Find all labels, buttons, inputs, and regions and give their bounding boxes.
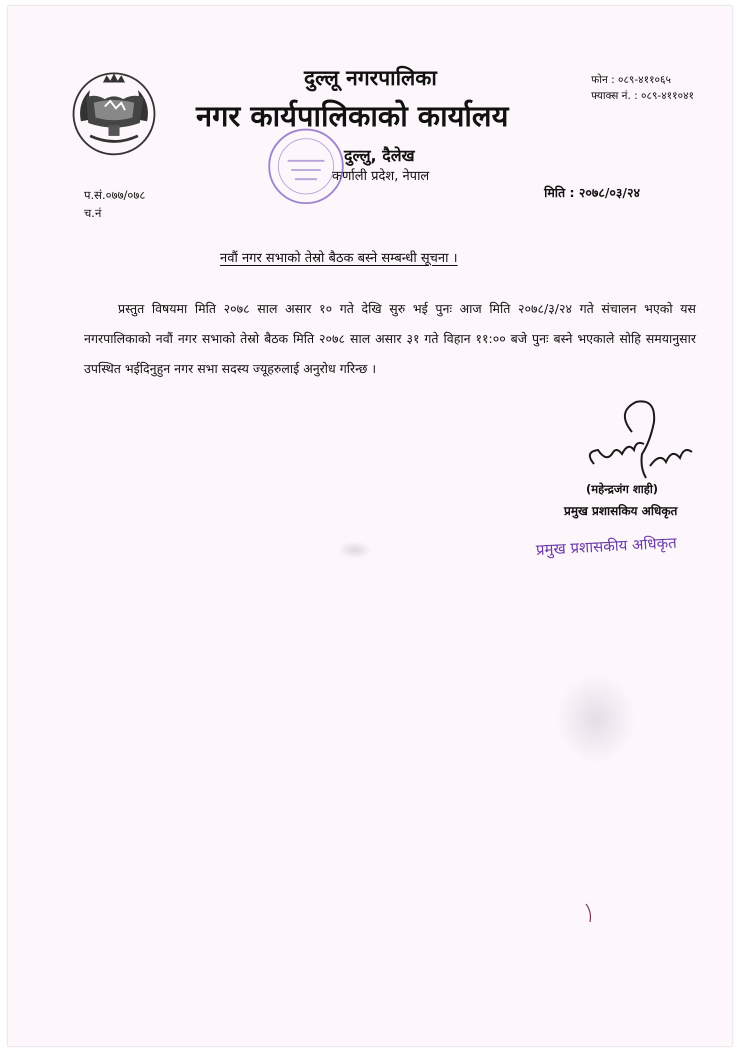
dispatch-number: च.नं (84, 206, 102, 220)
municipality-name: दुल्लू नगरपालिका (304, 66, 437, 90)
nepal-government-emblem (68, 66, 160, 158)
designation-stamp: प्रमुख प्रशासकीय अधिकृत (535, 533, 678, 559)
letter-date: मिति : २०७८/०३/२४ (544, 185, 640, 200)
fax-number: फ्याक्स नं. : ०८९-४११०४१ (591, 90, 694, 102)
pen-mark (584, 902, 596, 924)
ink-smudge (338, 541, 372, 559)
phone-number: फोन : ०८९-४११०६५ (591, 74, 671, 86)
office-name: नगर कार्यपालिकाको कार्यालय (196, 99, 509, 133)
handwritten-signature (576, 392, 696, 482)
contact-block (591, 72, 694, 104)
signatory-name: (महेन्द्रजंग शाही) (586, 482, 659, 496)
received-stamp (260, 124, 352, 216)
reference-block (84, 186, 145, 222)
ink-smudge (556, 674, 636, 764)
letter-number: प.सं.०७७/०७८ (84, 188, 146, 202)
province-address: कर्णाली प्रदेश, नेपाल (332, 169, 430, 184)
notice-body: प्रस्तुत विषयमा मिति २०७८ साल असार १० गते देखि सुरु भई पुनः आज मिति २०७८/३/२४ गते संचालन भएको यस नगरपालिकाको नवौं नगर सभाको तेस्रो बैठक मिति २०७८ साल असार ३१ गते विहान ११:०० बजे पुनः बस्ने भएकाले सोहि समयानुसार उपस्थित भईदिनुहुन नगर सभा सदस्य ज्यूहरुलाई अनुरोध गरिन्छ । (84, 301, 696, 376)
notice-subject: नवौं नगर सभाको तेस्रो बैठक बस्ने सम्बन्धी सूचना । (220, 251, 458, 266)
document-page (8, 6, 732, 1046)
district-address: दुल्लु, दैलेख (344, 146, 415, 165)
signatory-designation: प्रमुख प्रशासकिय अधिकृत (564, 504, 678, 518)
